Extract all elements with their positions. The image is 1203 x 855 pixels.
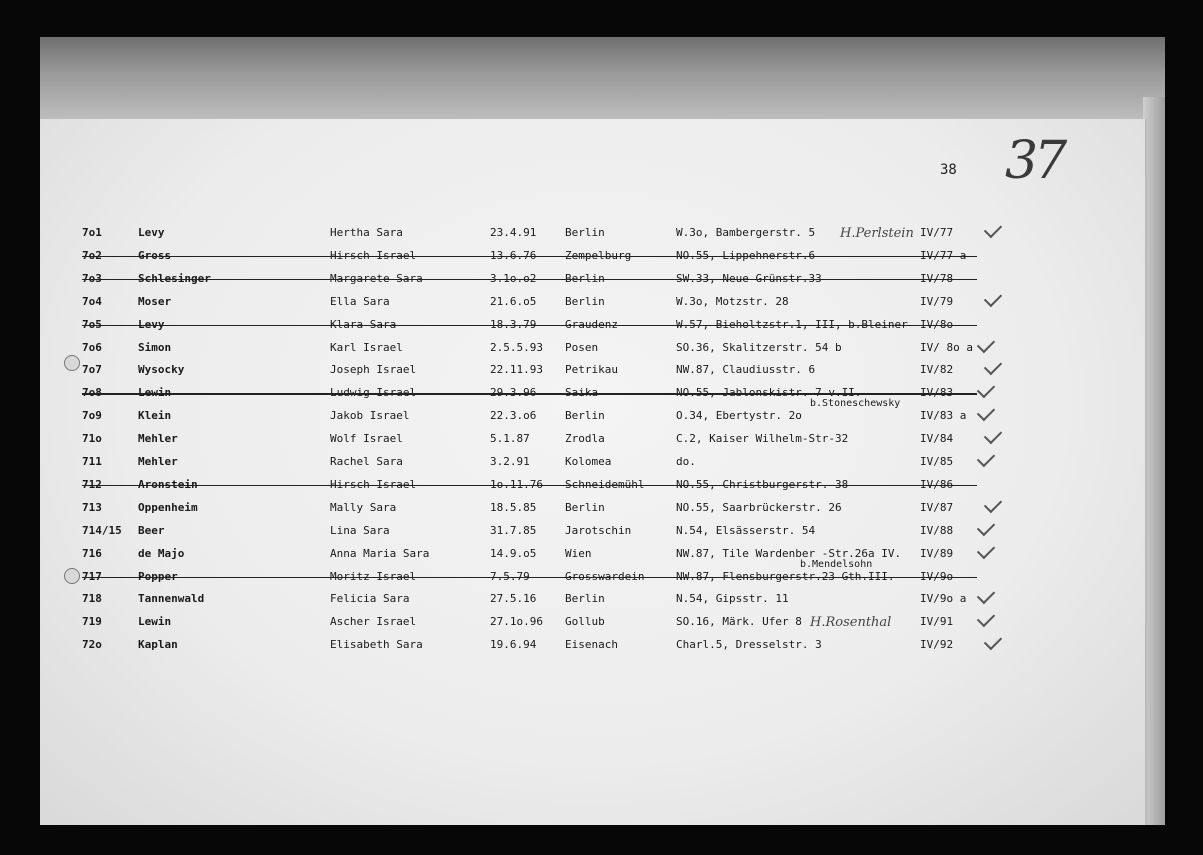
- record-birth-date: 5.1.87: [490, 432, 530, 446]
- record-address: N.54, Elsässerstr. 54: [676, 523, 816, 537]
- record-given-names: Elisabeth Sara: [330, 638, 423, 652]
- check-mark-icon: [977, 540, 995, 558]
- record-reference: IV/83 a: [920, 409, 967, 423]
- record-address-note: b.Mendelsohn: [800, 558, 873, 570]
- check-mark-icon: [984, 426, 1002, 444]
- record-number: 716: [82, 546, 102, 560]
- page-number: 38: [940, 162, 957, 178]
- strikethrough-line: [82, 279, 977, 281]
- strikethrough-line: [82, 325, 977, 327]
- record-surname: Oppenheim: [138, 500, 198, 514]
- record-reference: IV/84: [920, 432, 954, 446]
- record-given-names: Hertha Sara: [330, 226, 403, 239]
- handwritten-note: H.Perlstein: [840, 226, 914, 241]
- record-number: 714/15: [82, 523, 122, 537]
- record-birth-date: 19.6.94: [490, 638, 537, 652]
- record-row: [40, 452, 1145, 472]
- record-number: 7o6: [82, 340, 102, 354]
- record-surname: Levy: [138, 226, 165, 239]
- check-mark-icon: [984, 288, 1002, 306]
- handwritten-page-number: 37: [1005, 131, 1064, 191]
- record-row: [40, 315, 1145, 335]
- record-address: SO.36, Skalitzerstr. 54 b: [676, 340, 842, 354]
- record-number: 711: [82, 455, 102, 468]
- record-row: [40, 521, 1145, 541]
- record-surname: Wysocky: [138, 363, 185, 377]
- record-birth-place: Berlin: [565, 226, 605, 239]
- check-mark-icon: [977, 609, 995, 627]
- record-row: [40, 338, 1145, 358]
- record-reference: IV/91: [920, 615, 954, 629]
- record-given-names: Rachel Sara: [330, 455, 403, 468]
- record-address: W.3o, Bambergerstr. 5: [676, 226, 816, 239]
- record-birth-place: Posen: [565, 340, 599, 354]
- record-row: [40, 269, 1145, 289]
- record-address: N.54, Gipsstr. 11: [676, 592, 789, 606]
- check-mark-icon: [984, 357, 1002, 375]
- strikethrough-line: [82, 256, 977, 258]
- check-mark-icon: [977, 449, 995, 467]
- record-row: [40, 429, 1145, 449]
- check-mark-icon: [984, 495, 1002, 513]
- record-reference: IV/9o a: [920, 592, 967, 606]
- record-reference: IV/92: [920, 638, 954, 652]
- record-row: [40, 360, 1145, 380]
- paper-top-margin: [40, 37, 1165, 119]
- record-given-names: Felicia Sara: [330, 592, 410, 606]
- record-surname: Klein: [138, 409, 172, 423]
- record-number: 71o: [82, 432, 102, 446]
- record-number: 713: [82, 500, 102, 514]
- record-row: [40, 612, 1145, 632]
- record-address-note: b.Stoneschewsky: [810, 398, 901, 410]
- record-reference: IV/79: [920, 294, 954, 308]
- record-birth-place: Berlin: [565, 409, 605, 423]
- record-birth-place: Eisenach: [565, 638, 618, 652]
- record-birth-place: Zrodla: [565, 432, 605, 446]
- record-number: 718: [82, 592, 102, 606]
- record-given-names: Ella Sara: [330, 294, 390, 308]
- record-reference: IV/88: [920, 523, 954, 537]
- record-row: [40, 406, 1145, 426]
- record-birth-date: 31.7.85: [490, 523, 537, 537]
- record-birth-place: Berlin: [565, 592, 605, 606]
- record-row: [40, 292, 1145, 312]
- check-mark-icon: [977, 380, 995, 398]
- record-birth-date: 23.4.91: [490, 226, 537, 239]
- check-mark-icon: [977, 403, 995, 421]
- record-address: do.: [676, 455, 696, 468]
- strikethrough-line: [82, 393, 977, 395]
- record-birth-date: 27.5.16: [490, 592, 537, 606]
- record-address: O.34, Ebertystr. 2o: [676, 409, 802, 423]
- record-reference: IV/ 8o a: [920, 340, 973, 354]
- record-number: 72o: [82, 638, 102, 652]
- record-given-names: Mally Sara: [330, 500, 397, 514]
- record-number: 7o1: [82, 226, 102, 239]
- record-surname: Mehler: [138, 455, 178, 468]
- record-surname: Mehler: [138, 432, 178, 446]
- record-birth-date: 21.6.o5: [490, 294, 537, 308]
- record-reference: IV/85: [920, 455, 954, 468]
- record-row: [40, 223, 1145, 243]
- record-row: [40, 475, 1145, 495]
- record-row: [40, 635, 1145, 655]
- record-surname: Tannenwald: [138, 592, 205, 606]
- handwritten-note: H.Rosenthal: [810, 615, 892, 631]
- record-surname: Simon: [138, 340, 172, 354]
- record-number: 719: [82, 615, 102, 629]
- record-reference: IV/89: [920, 546, 954, 560]
- record-address: NW.87, Tile Wardenber -Str.26a IV.: [676, 546, 902, 560]
- record-row: [40, 383, 1145, 410]
- record-address: W.3o, Motzstr. 28: [676, 294, 789, 308]
- record-row: [40, 498, 1145, 518]
- strikethrough-line: [82, 485, 977, 487]
- record-given-names: Anna Maria Sara: [330, 546, 430, 560]
- record-birth-date: 22.3.o6: [490, 409, 537, 423]
- record-birth-place: Berlin: [565, 500, 605, 514]
- record-row: [40, 567, 1145, 587]
- record-given-names: Jakob Israel: [330, 409, 410, 423]
- record-surname: Beer: [138, 523, 165, 537]
- record-address: C.2, Kaiser Wilhelm-Str-32: [676, 432, 849, 446]
- record-given-names: Karl Israel: [330, 340, 403, 354]
- record-birth-date: 18.5.85: [490, 500, 537, 514]
- check-mark-icon: [977, 517, 995, 535]
- document-photo: [40, 37, 1165, 825]
- document-page: [40, 119, 1147, 825]
- record-surname: Kaplan: [138, 638, 178, 652]
- record-given-names: Lina Sara: [330, 523, 390, 537]
- record-birth-date: 27.1o.96: [490, 615, 543, 629]
- record-number: 7o4: [82, 294, 102, 308]
- record-surname: de Majo: [138, 546, 185, 560]
- record-birth-place: Berlin: [565, 294, 605, 308]
- record-reference: IV/82: [920, 363, 954, 377]
- record-given-names: Joseph Israel: [330, 363, 417, 377]
- records-list: [40, 119, 1145, 825]
- record-number: 7o7: [82, 363, 102, 377]
- record-given-names: Wolf Israel: [330, 432, 403, 446]
- record-birth-place: Wien: [565, 546, 592, 560]
- check-mark-icon: [977, 586, 995, 604]
- strikethrough-line: [82, 577, 977, 579]
- record-birth-date: 14.9.o5: [490, 546, 537, 560]
- record-row: [40, 589, 1145, 609]
- check-mark-icon: [984, 632, 1002, 650]
- record-birth-place: Gollub: [565, 615, 605, 629]
- record-address: NO.55, Saarbrückerstr. 26: [676, 500, 842, 514]
- record-birth-date: 3.2.91: [490, 455, 530, 468]
- record-reference: IV/77: [920, 226, 954, 239]
- check-mark-icon: [977, 334, 995, 352]
- check-mark-icon: [984, 220, 1002, 238]
- record-row: [40, 544, 1145, 570]
- record-row: [40, 246, 1145, 266]
- record-birth-place: Kolomea: [565, 455, 612, 468]
- record-given-names: Ascher Israel: [330, 615, 417, 629]
- record-address: SO.16, Märk. Ufer 8: [676, 615, 802, 629]
- record-birth-date: 2.5.5.93: [490, 340, 543, 354]
- record-birth-date: 22.11.93: [490, 363, 543, 377]
- record-birth-place: Petrikau: [565, 363, 618, 377]
- record-number: 7o9: [82, 409, 102, 423]
- record-address: NW.87, Claudiusstr. 6: [676, 363, 816, 377]
- record-birth-place: Jarotschin: [565, 523, 632, 537]
- record-address: Charl.5, Dresselstr. 3: [676, 638, 822, 652]
- record-surname: Lewin: [138, 615, 172, 629]
- record-surname: Moser: [138, 294, 172, 308]
- record-reference: IV/87: [920, 500, 954, 514]
